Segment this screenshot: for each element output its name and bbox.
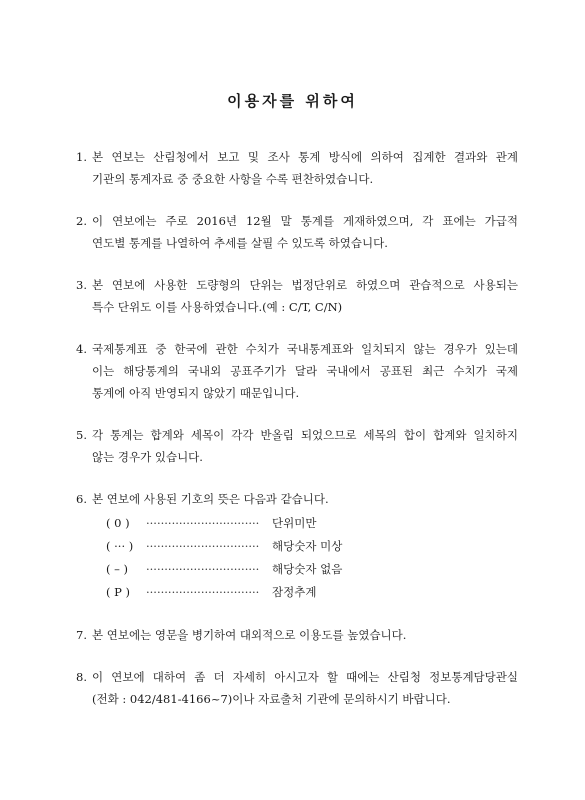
note-line: 이는 해당통계의 국내외 공표주기가 달라 국내에서 공표된 최근 수치가 국제 — [92, 364, 518, 378]
note-line: 국제통계표 중 한국에 관한 수치가 국내통계표와 일치되지 않는 경우가 있는데 — [92, 342, 518, 356]
notes-list — [78, 146, 518, 730]
note-line: 통계에 아직 반영되지 않았기 때문입니다. — [92, 386, 300, 400]
symbol-row — [106, 535, 518, 558]
note-number: 3. — [76, 278, 87, 292]
note-line: 이 연보에는 주로 2016년 12월 말 통계를 게재하였으며, 각 표에는 가급적 — [92, 214, 518, 228]
note-number: 8. — [76, 670, 87, 684]
page-title: 이용자를 위하여 — [227, 92, 358, 110]
note-line: 본 연보는 산림청에서 보고 및 조사 통계 방식에 의하여 집계한 결과와 관계 — [92, 150, 518, 164]
note-line: 각 통계는 합계와 세목이 각각 반올림 되었으므로 세목의 합이 합계와 일치하지 — [92, 428, 518, 442]
note-item-7 — [78, 624, 518, 646]
note-item-3 — [78, 274, 518, 318]
note-item-6 — [78, 488, 518, 604]
note-line: 본 연보에는 영문을 병기하여 대외적으로 이용도를 높였습니다. — [92, 628, 407, 642]
note-number: 5. — [76, 428, 87, 442]
note-item-8 — [78, 666, 518, 710]
note-item-5 — [78, 424, 518, 468]
note-line: 연도별 통계를 나열하여 추세를 살필 수 있도록 하였습니다. — [92, 236, 388, 250]
note-item-1 — [78, 146, 518, 190]
dot-leader: ······························· — [146, 539, 260, 553]
dot-leader: ······························· — [146, 585, 260, 599]
note-number: 7. — [76, 628, 87, 642]
dot-leader: ······························· — [146, 516, 260, 530]
note-line: 본 연보에 사용된 기호의 뜻은 다음과 같습니다. — [92, 492, 329, 506]
dot-leader: ······························· — [146, 562, 260, 576]
note-item-4 — [78, 338, 518, 404]
note-line: 특수 단위도 이를 사용하였습니다.(예 : C/T, C/N) — [92, 300, 343, 314]
note-number: 4. — [76, 342, 87, 356]
note-line: 기관의 통계자료 중 중요한 사항을 수록 편찬하였습니다. — [92, 172, 374, 186]
symbol-description: 해당숫자 미상 — [272, 539, 343, 553]
note-line: (전화 : 042/481-4166~7)이나 자료출처 기관에 문의하시기 바랍니다. — [92, 692, 451, 706]
symbol-description: 단위미만 — [272, 516, 317, 530]
symbol-legend — [92, 512, 518, 604]
symbol-code: ( ··· ) — [106, 539, 134, 553]
symbol-row — [106, 512, 518, 535]
symbol-description: 잠정추계 — [272, 585, 317, 599]
note-item-2 — [78, 210, 518, 254]
symbol-row — [106, 558, 518, 581]
note-number: 2. — [76, 214, 87, 228]
note-line: 이 연보에 대하여 좀 더 자세히 아시고자 할 때에는 산림청 정보통계담당관실 — [92, 670, 518, 684]
note-line: 않는 경우가 있습니다. — [92, 450, 203, 464]
symbol-code: ( P ) — [106, 585, 131, 599]
note-number: 1. — [76, 150, 87, 164]
symbol-code: ( 0 ) — [106, 516, 130, 530]
symbol-code: ( – ) — [106, 562, 129, 576]
note-line: 본 연보에 사용한 도량형의 단위는 법정단위로 하였으며 관습적으로 사용되는 — [92, 278, 518, 292]
symbol-row — [106, 581, 518, 604]
note-number: 6. — [76, 492, 87, 506]
symbol-description: 해당숫자 없음 — [272, 562, 343, 576]
